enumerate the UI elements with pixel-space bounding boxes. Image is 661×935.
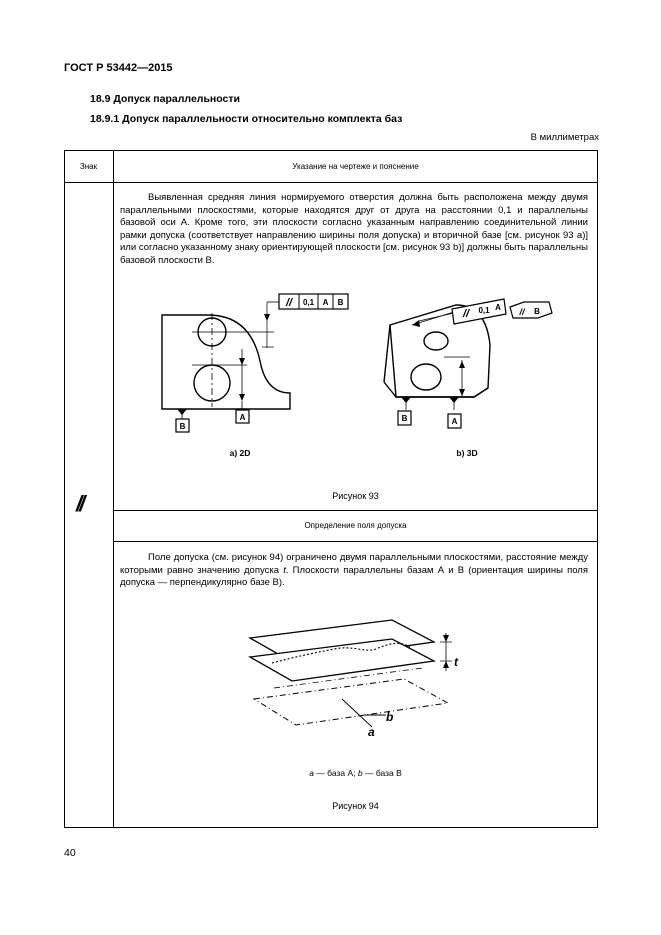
legend-a-text: — база А; — [313, 768, 358, 778]
subsection-title: 18.9.1 Допуск параллельности относительно комплекта баз — [90, 113, 403, 125]
frame-datum-a-2d: A — [322, 298, 329, 307]
table-border-bottom — [64, 827, 598, 828]
frame-symbol-2d: // — [285, 297, 293, 309]
table-border-right — [597, 150, 598, 828]
orientation-symbol-3d: // — [519, 307, 525, 317]
section-title: 18.9 Допуск параллельности — [90, 93, 240, 105]
page-number: 40 — [64, 847, 76, 859]
frame-symbol-3d: // — [462, 308, 470, 320]
frame-value-3d: 0,1 — [478, 306, 490, 315]
figure-93-drawing — [114, 285, 597, 470]
tolerance-frame-3d — [452, 299, 552, 324]
table-border-top — [64, 150, 598, 151]
datum-labels-2d — [176, 410, 249, 432]
figure-93b — [384, 305, 490, 410]
datum-labels-3d — [398, 411, 461, 428]
frame-datum-b-2d: B — [337, 298, 344, 307]
legend-a-letter: a — [309, 768, 314, 778]
frame-datum-a-3d: A — [495, 303, 501, 312]
datum-b-label-2d: B — [179, 422, 186, 431]
figure-93b-label: b) 3D — [456, 448, 478, 458]
tolerance-variable: t — [283, 564, 286, 576]
header-sign: Знак — [79, 162, 98, 171]
parallelism-symbol: // — [76, 491, 83, 516]
figure-94-label-a: a — [368, 725, 375, 739]
figure-94-caption: Рисунок 94 — [332, 801, 379, 811]
paragraph-text: Выявленная средняя линия нормируемого отверстия должна быть расположена между двумя параллельными плоскостями, которые находятся друг от друга на расстоянии 0,1 и параллельны базовой оси А. Кроме того, эти плоскости согласно указанным направлению соединительной линии рамки допуска (соответствует направлению ширины поля допуска) и вторичной базе [см. рисунок 93 а)] или согласно указанному знаку ориентирующей плоскости [см. рисунок 93 b)] должны быть параллельны базовой плоскости В. — [120, 192, 588, 266]
figure-94-legend — [113, 768, 598, 778]
definition-text-1: Поле допуска (см. рисунок 94) ограничено двумя параллельными плоскостями, расстояние между которыми равно значению допуска — [120, 552, 588, 576]
definition-text-2: . Плоскости параллельны базам А и В (ориентация ширины поля допуска — перпендикулярно базе В). — [120, 564, 588, 589]
datum-a-label-3d: A — [451, 417, 458, 426]
standard-code: ГОСТ Р 53442—2015 — [64, 62, 173, 74]
row-divider-2 — [113, 541, 598, 542]
table-border-left — [64, 150, 65, 828]
legend-b-letter: b — [357, 768, 363, 778]
units-note: В миллиметрах — [530, 132, 599, 143]
orientation-datum-b-3d: B — [534, 307, 540, 316]
datum-b-label-3d: B — [401, 414, 408, 423]
row-divider-1 — [113, 510, 598, 511]
description-paragraph — [120, 192, 588, 268]
header-description: Указание на чертеже и пояснение — [292, 162, 419, 171]
frame-value-2d: 0,1 — [302, 298, 315, 307]
definition-paragraph — [120, 552, 588, 590]
legend-b-text: — база В — [362, 768, 402, 778]
datum-a-label-2d: A — [239, 413, 246, 422]
figure-93a-label: а) 2D — [229, 448, 251, 458]
figure-93-caption: Рисунок 93 — [332, 491, 379, 501]
tolerance-frame-2d — [279, 294, 348, 309]
figure-94-label-b: b — [386, 710, 394, 724]
figure-93a — [162, 302, 290, 419]
figure-94-drawing — [114, 605, 597, 745]
table-header-divider — [64, 182, 598, 183]
definition-heading: Определение поля допуска — [304, 521, 407, 530]
figure-94-label-t: t — [454, 655, 458, 669]
